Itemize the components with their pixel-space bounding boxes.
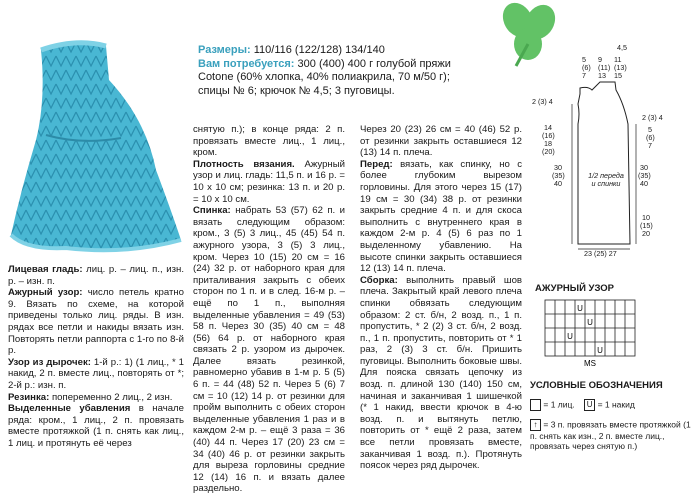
symbol-row (530, 399, 695, 411)
symbols-title: УСЛОВНЫЕ ОБОЗНАЧЕНИЯ (530, 380, 663, 391)
paragraph (8, 357, 184, 392)
dim-label: 15 (614, 71, 622, 80)
dim-label: 2 (3) 4 (532, 97, 553, 106)
column-1 (8, 264, 184, 450)
dress-photo (6, 40, 196, 255)
dim-label: 5 (648, 125, 652, 134)
term: Плотность вязания. (193, 158, 295, 170)
dim-label: (6) (646, 133, 655, 142)
ms-label: MS (584, 359, 596, 368)
dim-label: (15) (640, 221, 653, 230)
dim-label: 30 (640, 163, 648, 172)
svg-text:U: U (587, 318, 593, 327)
symbol-text: = 3 п. провязать вместе протяжкой (1 п. снять как изн., 2 п. вместе лиц., провязать через снятую п.) (530, 419, 691, 451)
yarn-over-symbol-icon: U (584, 399, 595, 411)
text: Ажурный узор и лиц. гладь: 11,5 п. и 16 р. = 10 х 10 см; резинка: 13 п. и 20 р. = 10 х 10 см. (193, 158, 345, 205)
pattern-diagram (530, 44, 695, 264)
symbol-row (530, 419, 695, 451)
dim-label: 30 (554, 163, 562, 172)
term: Перед: (360, 158, 393, 170)
paragraph (360, 159, 522, 275)
dim-label: 18 (544, 139, 552, 148)
header (198, 44, 478, 98)
dim-label: 11 (614, 55, 622, 64)
dim-label: 14 (544, 123, 552, 132)
paragraph: Через 20 (23) 26 см = 40 (46) 52 р. от резинки закрыть оставшиеся 12 (13) 14 п. плеча. (360, 124, 522, 159)
dim-label: 40 (554, 179, 562, 188)
paragraph (8, 392, 184, 404)
dim-label: 9 (598, 55, 602, 64)
decrease-symbol-icon: ↑ (530, 419, 541, 431)
dim-label: 7 (648, 141, 652, 150)
dim-label: (6) (582, 63, 591, 72)
paragraph (193, 205, 345, 495)
term: Ажурный узор: (8, 287, 83, 299)
term: Лицевая гладь: (8, 264, 83, 275)
dim-label: (13) (614, 63, 627, 72)
column-3 (360, 124, 522, 472)
paragraph (193, 159, 345, 205)
dim-label: 5 (582, 55, 586, 64)
dim-label: 13 (598, 71, 606, 80)
text: набрать 53 (57) 62 п. и вязать следующим образом: кром., 3 (5) 3 лиц., 45 (45) 54 п. ажурного узора, 3 (5) 3 лиц., кром. Через 10 (15) 20 см = 16 (24) 32 р. от наборного края для приталивания закрыть с обеих сторон по 1 п. и в след. 16-м р. – ещё по 1 п., выполняя выделенные убавления = 49 (53) 58 п. Через 30 (35) 40 см = 48 (56) 64 р. от наборного края связать 2 р. узором из дырочек. Далее вязать резинкой, равномерно убавив в 1-м р. 5 (5) 6 п. = 44 (48) 52 п. Через 5 (6) 7 см = 10 (12) 14 р. от резинки для пройм выполнить с обеих сторон выделенные убавления 1 раз и в каждом 2-м р. – ещё 3 раза = 36 (40) 44 п. Через 17 (20) 23 см = 34 (40) 46 р. от резинки закрыть для выреза горловины средние 12 (14) 16 п. и вязать далее раздельно. (193, 205, 346, 495)
paragraph (360, 275, 522, 472)
chart-grid (535, 298, 645, 368)
lace-chart (535, 283, 695, 373)
dim-label: (16) (542, 131, 555, 140)
materials-label: Вам потребуется: (198, 57, 295, 70)
dim-label: 23 (25) 27 (584, 249, 617, 258)
symbols-legend (530, 380, 695, 451)
paragraph (8, 287, 184, 357)
column-2 (193, 124, 345, 495)
sizes-label: Размеры: (198, 44, 251, 56)
text: попеременно 2 лиц., 2 изн. (51, 391, 173, 403)
dim-label: 10 (642, 213, 650, 222)
dim-label: 2 (3) 4 (642, 113, 663, 122)
svg-text:U: U (597, 346, 603, 355)
dim-label: (35) (638, 171, 651, 180)
dim-label: (20) (542, 147, 555, 156)
dim-label: (11) (598, 63, 611, 72)
piece-label: 1/2 переда и спинки (588, 171, 624, 188)
text: лиц. р. – лиц. п., изн. р. – изн. п. (8, 264, 184, 287)
term: Сборка: (360, 274, 398, 286)
term: Спинка: (193, 205, 231, 217)
dim-label: 20 (642, 229, 650, 238)
dim-label: 7 (582, 71, 586, 80)
term: Выделенные убавления (8, 403, 131, 415)
svg-text:U: U (577, 304, 583, 313)
text: вязать, как спинку, но с более глубоким вырезом горловины. Для этого через 15 (17) 19 см = 30 (34) 38 р. от резинки закрыть средние 4 п. и для скоса выполнить с внутреннего края в каждом 2-м р. 4 (5) 6 раз по 1 выделенному убавлению. На высоте спинки закрыть оставшиеся 12 (13) 14 п. плеча. (360, 158, 522, 275)
term: Резинка: (8, 391, 50, 403)
text: выполнить правый шов плеча. Закрытый край левого плеча спинки обвязать следующим образом: 2 ст. б/н, 2 возд. п., 1 п. пропустить, * 2 (2) 3 ст. б/н, 2 возд. п., 1 п. пропустить, повторить от * 1 раз, 2 (3) 3 ст. б/н. Пришить пуговицы. Выполнить боковые швы. Для пояска связать цепочку из возд. п. длиной 130 (140) 150 см, начиная и заканчивая 1 шишечкой (* 1 накид, ввести крючок в 4-ю возд. п. и вытянуть петлю, повторить от * ещё 2 раза, затем все петли провязать вместе, заканчивая 1 возд. п.). Протянуть поясок через ряд дырочек. (360, 274, 523, 472)
text: в начале ряда: кром., 1 лиц., 2 п. провязать вместе протяжкой (1 п. снять как лиц., 1 лиц. и протянуть её через (8, 403, 184, 449)
paragraph: снятую п.); в конце ряда: 2 п. провязать вместе лиц., 1 лиц., кром. (193, 124, 345, 159)
svg-text:U: U (567, 332, 573, 341)
paragraph (8, 403, 184, 449)
dim-label: 4,5 (617, 43, 627, 52)
sizes-value: 110/116 (122/128) 134/140 (253, 44, 385, 56)
chart-title: АЖУРНЫЙ УЗОР (535, 283, 615, 294)
knit-symbol-icon (530, 399, 541, 411)
symbol-text: = 1 накид (597, 399, 635, 410)
symbol-text: = 1 лиц. (543, 399, 575, 410)
materials-value: 300 (400) 400 г голубой пряжи Cotone (60% хлопка, 40% полиакрила, 70 м/50 г); спицы № 6; крючок № 4,5; 3 пуговицы. (198, 57, 451, 97)
text: число петель кратно 9. Вязать по схеме, на которой приведены только лиц. ряды. В изн. рядах все петли и накиды вязать изн. Повторять петли раппорта с 1-го по 8-й р. (8, 287, 185, 357)
paragraph (8, 264, 184, 287)
dim-label: (35) (552, 171, 565, 180)
dim-label: 40 (640, 179, 648, 188)
text: 1-й р.: 1) (1 лиц., * 1 накид, 2 п. вместе лиц., повторять от *; 2-й р.: изн. п. (8, 356, 185, 391)
term: Узор из дырочек: (8, 356, 91, 368)
